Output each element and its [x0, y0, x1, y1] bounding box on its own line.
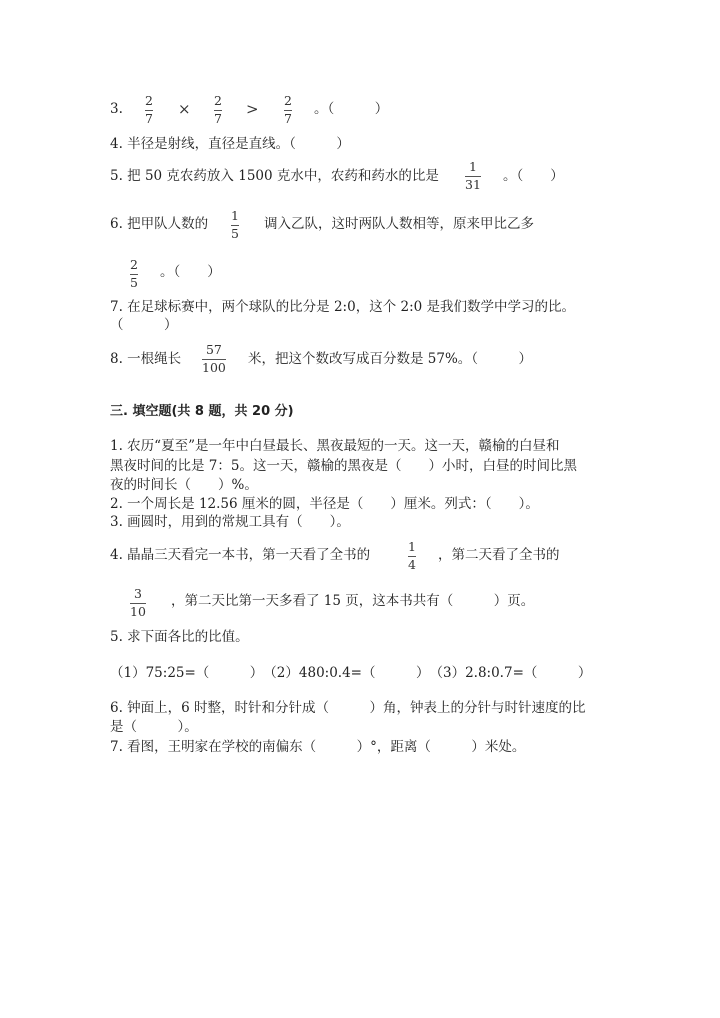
f4-text: 4. 晶晶三天看完一本书，第一天看了全书的: [110, 547, 371, 563]
q3-number: 3.: [110, 101, 123, 117]
section-3-heading: 三. 填空题(共 8 题，共 20 分): [110, 404, 294, 419]
denominator: 100: [202, 360, 226, 375]
f5-title: 5. 求下面各比的比值。: [110, 629, 249, 645]
f7-text: 7. 看图，王明家在学校的南偏东（ ）°，距离（ ）米处。: [110, 739, 526, 755]
denominator: 5: [231, 226, 239, 241]
numerator: 3: [133, 586, 142, 601]
f4-tail: ，第二天比第一天多看了 15 页，这本书共有（ ）页。: [171, 593, 535, 609]
q3-multiply-sign: ×: [178, 100, 191, 118]
q5-tail: 。（ ）: [503, 168, 564, 184]
q4-text: 4. 半径是射线，直径是直线。（ ）: [110, 136, 350, 152]
f6-line2: 是（ ）。: [110, 719, 198, 735]
q3-greater-sign: >: [246, 100, 259, 118]
numerator: 57: [205, 342, 222, 357]
f1-line3: 夜的时间长（ ）%。: [110, 477, 258, 493]
numerator: 1: [231, 208, 239, 223]
denominator: 31: [465, 177, 481, 192]
denominator: 5: [130, 275, 138, 290]
denominator: 4: [408, 557, 416, 572]
q6-fraction: [231, 209, 239, 241]
q8-fraction: [202, 343, 226, 375]
q3-fraction-1: [145, 94, 153, 126]
denominator: 10: [130, 604, 146, 619]
q7-line2: （ ）: [110, 317, 178, 333]
f6-line1: 6. 钟面上，6 时整，时针和分针成（ ）角，钟表上的分针与时针速度的比: [110, 700, 586, 716]
q6-tail: 。（ ）: [160, 264, 221, 280]
q3-fraction-2: [214, 94, 222, 126]
f4-fraction-2: [130, 587, 146, 619]
numerator: 1: [468, 159, 477, 174]
q6-text: 6. 把甲队人数的: [110, 216, 209, 232]
denominator: 7: [145, 111, 153, 126]
f3-text: 3. 画圆时，用到的常规工具有（ ）。: [110, 514, 350, 530]
q6-middle: 调入乙队，这时两队人数相等，原来甲比乙多: [264, 216, 534, 232]
f1-line2: 黑夜时间的比是 7：5。这一天，赣榆的黑夜是（ ）小时，白昼的时间比黑: [110, 458, 577, 474]
numerator: 2: [130, 257, 138, 272]
q7-line1: 7. 在足球标赛中，两个球队的比分是 2:0，这个 2:0 是我们数学中学习的比。: [110, 299, 575, 315]
f4-middle: ，第二天看了全书的: [438, 547, 560, 563]
f5-items: （1）75:25=（ ） （2）480:0.4=（ ） （3）2.8:0.7=（ ）: [110, 665, 592, 681]
q5-fraction: [465, 160, 481, 192]
q3-fraction-3: [284, 94, 292, 126]
denominator: 7: [214, 111, 222, 126]
numerator: 1: [408, 539, 416, 554]
q8-tail: 米，把这个数改写成百分数是 57%。（ ）: [248, 351, 533, 367]
numerator: 2: [214, 93, 222, 108]
f1-line1: 1. 农历“夏至”是一年中白昼最长、黑夜最短的一天。这一天，赣榆的白昼和: [110, 438, 560, 454]
f4-fraction: [408, 540, 416, 572]
q3-tail: 。（ ）: [314, 101, 389, 117]
f2-text: 2. 一个周长是 12.56 厘米的圆，半径是（ ）厘米。列式：（ ）。: [110, 496, 539, 512]
q6-fraction-2: [130, 258, 138, 290]
numerator: 2: [284, 93, 292, 108]
q5-text: 5. 把 50 克农药放入 1500 克水中，农药和药水的比是: [110, 168, 439, 184]
q8-text: 8. 一根绳长: [110, 351, 182, 367]
numerator: 2: [145, 93, 153, 108]
denominator: 7: [284, 111, 292, 126]
